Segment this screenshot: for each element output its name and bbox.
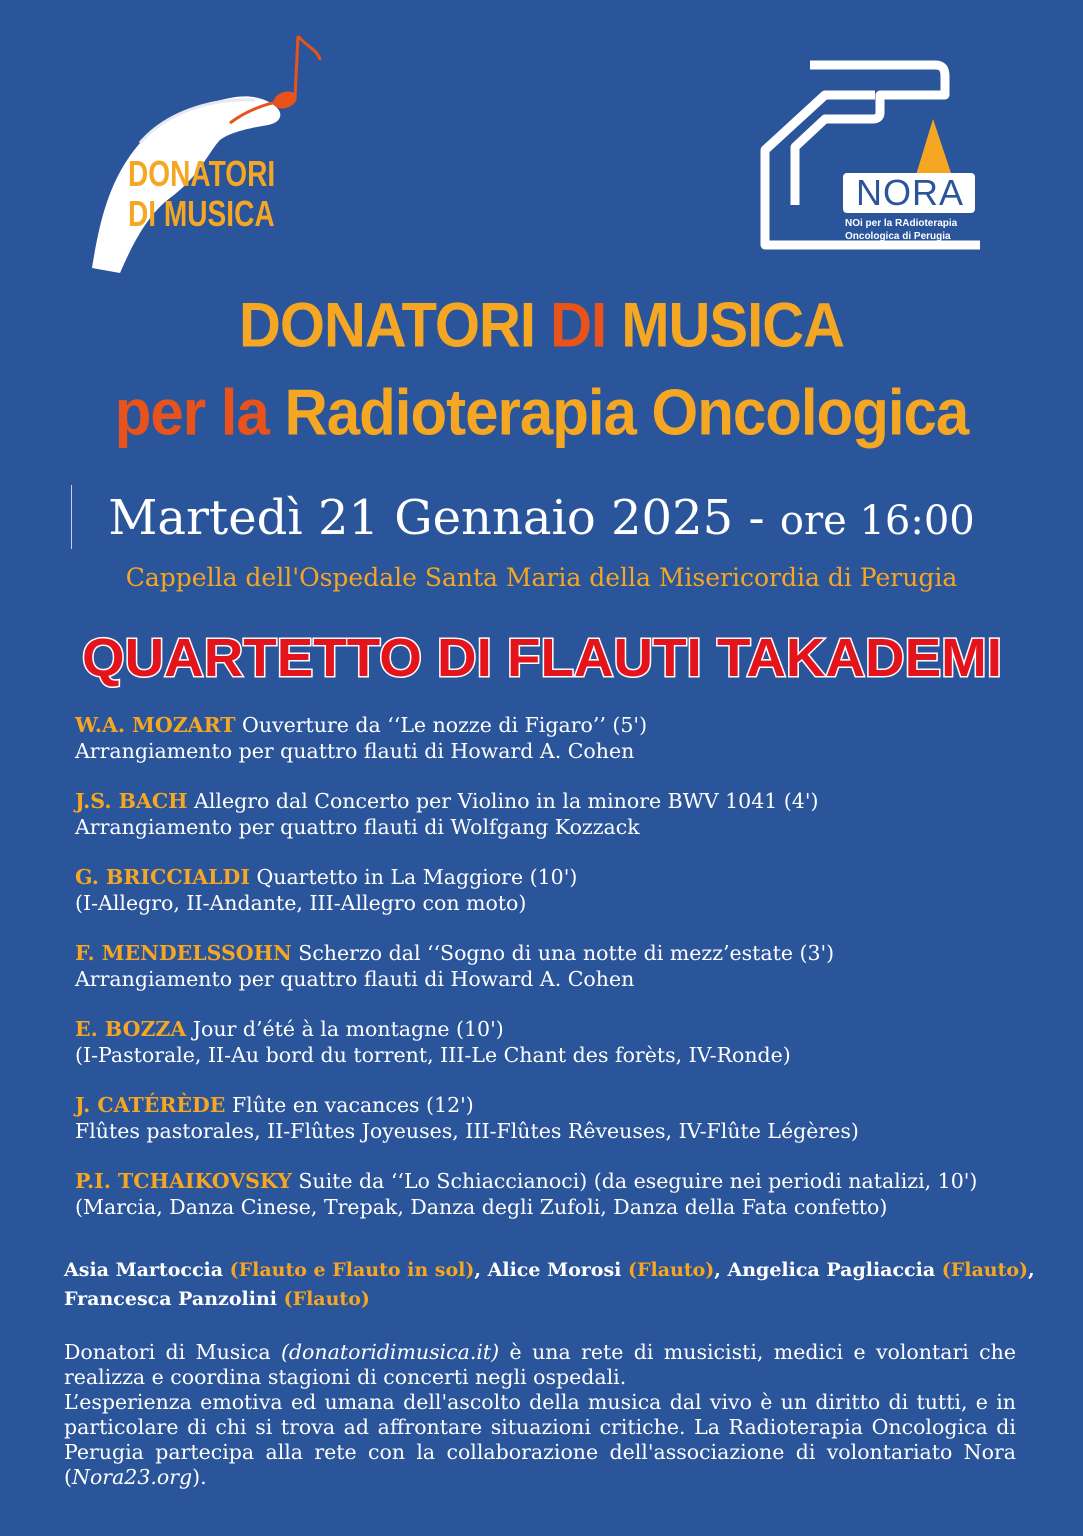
performers (64, 1256, 1044, 1314)
composer-name: P.I. TCHAIKOVSKY (75, 1169, 292, 1193)
ensemble-title-graphic (72, 618, 1012, 694)
nora-tagline-2: Oncologica di Perugia (845, 231, 951, 242)
performer-role: (Flauto e Flauto in sol) (229, 1259, 475, 1281)
event-date-text: Martedì 21 Gennaio 2025 - (108, 490, 780, 546)
logo-left-line1: DONATORI (128, 153, 276, 194)
work-detail: (I-Pastorale, II-Au bord du torrent, III-Le Chant des forèts, IV-Ronde) (75, 1043, 791, 1067)
program-item (75, 940, 1035, 992)
description (64, 1340, 1016, 1490)
logo-left-line2: DI MUSICA (128, 193, 275, 234)
description-text: è una rete di musicisti, medici e volontari che realizza e coordina stagioni di concerti negli ospedali. (64, 1340, 1016, 1389)
work-detail: (Marcia, Danza Cinese, Trepak, Danza degli Zufoli, Danza della Fata confetto) (75, 1195, 888, 1219)
work-detail: Arrangiamento per quattro flauti di Wolfgang Kozzack (75, 815, 640, 839)
program-item (75, 1092, 1035, 1144)
title-line-1-c: MUSICA (606, 290, 844, 361)
composer-name: J. CATÉRÈDE (75, 1093, 226, 1117)
nora-logo (755, 55, 987, 255)
work-detail: Arrangiamento per quattro flauti di Howard A. Cohen (75, 967, 635, 991)
event-time: ore 16:00 (779, 498, 975, 544)
work-title: Suite da ‘‘Lo Schiaccianoci) (da eseguire nei periodi natalizi, 10') (291, 1169, 978, 1193)
ensemble-title (0, 618, 1083, 694)
program-item (75, 864, 1035, 916)
nora-name: NORA (855, 172, 964, 213)
donatori-di-musica-logo (80, 28, 330, 278)
program-item (75, 1016, 1035, 1068)
program-list (75, 712, 1035, 1244)
work-detail: Flûtes pastorales, II-Flûtes Joyeuses, III-Flûtes Rêveuses, IV-Flûte Légères) (75, 1119, 859, 1143)
description-text: Donatori di Musica (64, 1340, 281, 1364)
performer-name: Alice Morosi (487, 1259, 628, 1281)
performer-name: Angelica Pagliaccia (727, 1259, 942, 1281)
title-line-1-b: DI (550, 290, 607, 361)
ensemble-name: QUARTETTO DI FLAUTI TAKADEMI (81, 628, 1002, 688)
event-date (0, 490, 1083, 546)
composer-name: E. BOZZA (75, 1017, 187, 1041)
work-title: Allegro dal Concerto per Violino in la minore BWV 1041 (4') (187, 789, 819, 813)
performer-name: Asia Martoccia (64, 1259, 230, 1281)
composer-name: F. MENDELSSOHN (75, 941, 292, 965)
work-title: Quartetto in La Maggiore (10') (249, 865, 578, 889)
event-venue: Cappella dell'Ospedale Santa Maria della Misericordia di Perugia (125, 563, 958, 592)
title-line-2-b: Radioterapia Oncologica (284, 376, 969, 449)
performer-name: Francesca Panzolini (64, 1288, 284, 1310)
program-item (75, 1168, 1035, 1220)
description-paragraph-2 (64, 1390, 1016, 1490)
performer-separator: , (714, 1259, 728, 1281)
performer-role: (Flauto) (941, 1259, 1029, 1281)
performer-role: (Flauto) (628, 1259, 715, 1281)
program-item (75, 712, 1035, 764)
work-title: Flûte en vacances (12') (225, 1093, 474, 1117)
program-item (75, 788, 1035, 840)
composer-name: W.A. MOZART (75, 713, 236, 737)
performer-separator: , (474, 1259, 488, 1281)
description-text: ). (192, 1465, 207, 1489)
performer-role: (Flauto) (283, 1288, 370, 1310)
nora-website-link[interactable]: Nora23.org (72, 1465, 193, 1489)
work-detail: Arrangiamento per quattro flauti di Howard A. Cohen (75, 739, 635, 763)
work-title: Jour d’été à la montagne (10') (186, 1017, 504, 1041)
composer-name: J.S. BACH (75, 789, 188, 813)
title-line-2-a: per la (114, 376, 285, 449)
website-link[interactable]: (donatoridimusica.it) (280, 1340, 500, 1364)
work-title: Scherzo dal ‘‘Sogno di una notte di mezz’estate (3') (291, 941, 835, 965)
performer-separator: , (1028, 1259, 1035, 1281)
title-line-2 (0, 375, 1083, 450)
work-title: Ouverture da ‘‘Le nozze di Figaro’’ (5') (235, 713, 648, 737)
description-paragraph-1 (64, 1340, 1016, 1390)
composer-name: G. BRICCIALDI (75, 865, 250, 889)
title-line-1-a: DONATORI (239, 290, 551, 361)
title-line-1 (0, 289, 1083, 361)
description-text: L’esperienza emotiva ed umana dell'ascolto della musica dal vivo è un diritto di tutti, e in particolare di chi si trova ad affrontare situazioni critiche. La Radioterapia Oncologica di Perugia partecipa alla rete con la collaborazione dell'associazione di volontariato Nora ( (64, 1390, 1016, 1489)
nora-tagline-1: NOi per la RAdioterapia (845, 218, 958, 229)
work-detail: (I-Allegro, II-Andante, III-Allegro con moto) (75, 891, 527, 915)
